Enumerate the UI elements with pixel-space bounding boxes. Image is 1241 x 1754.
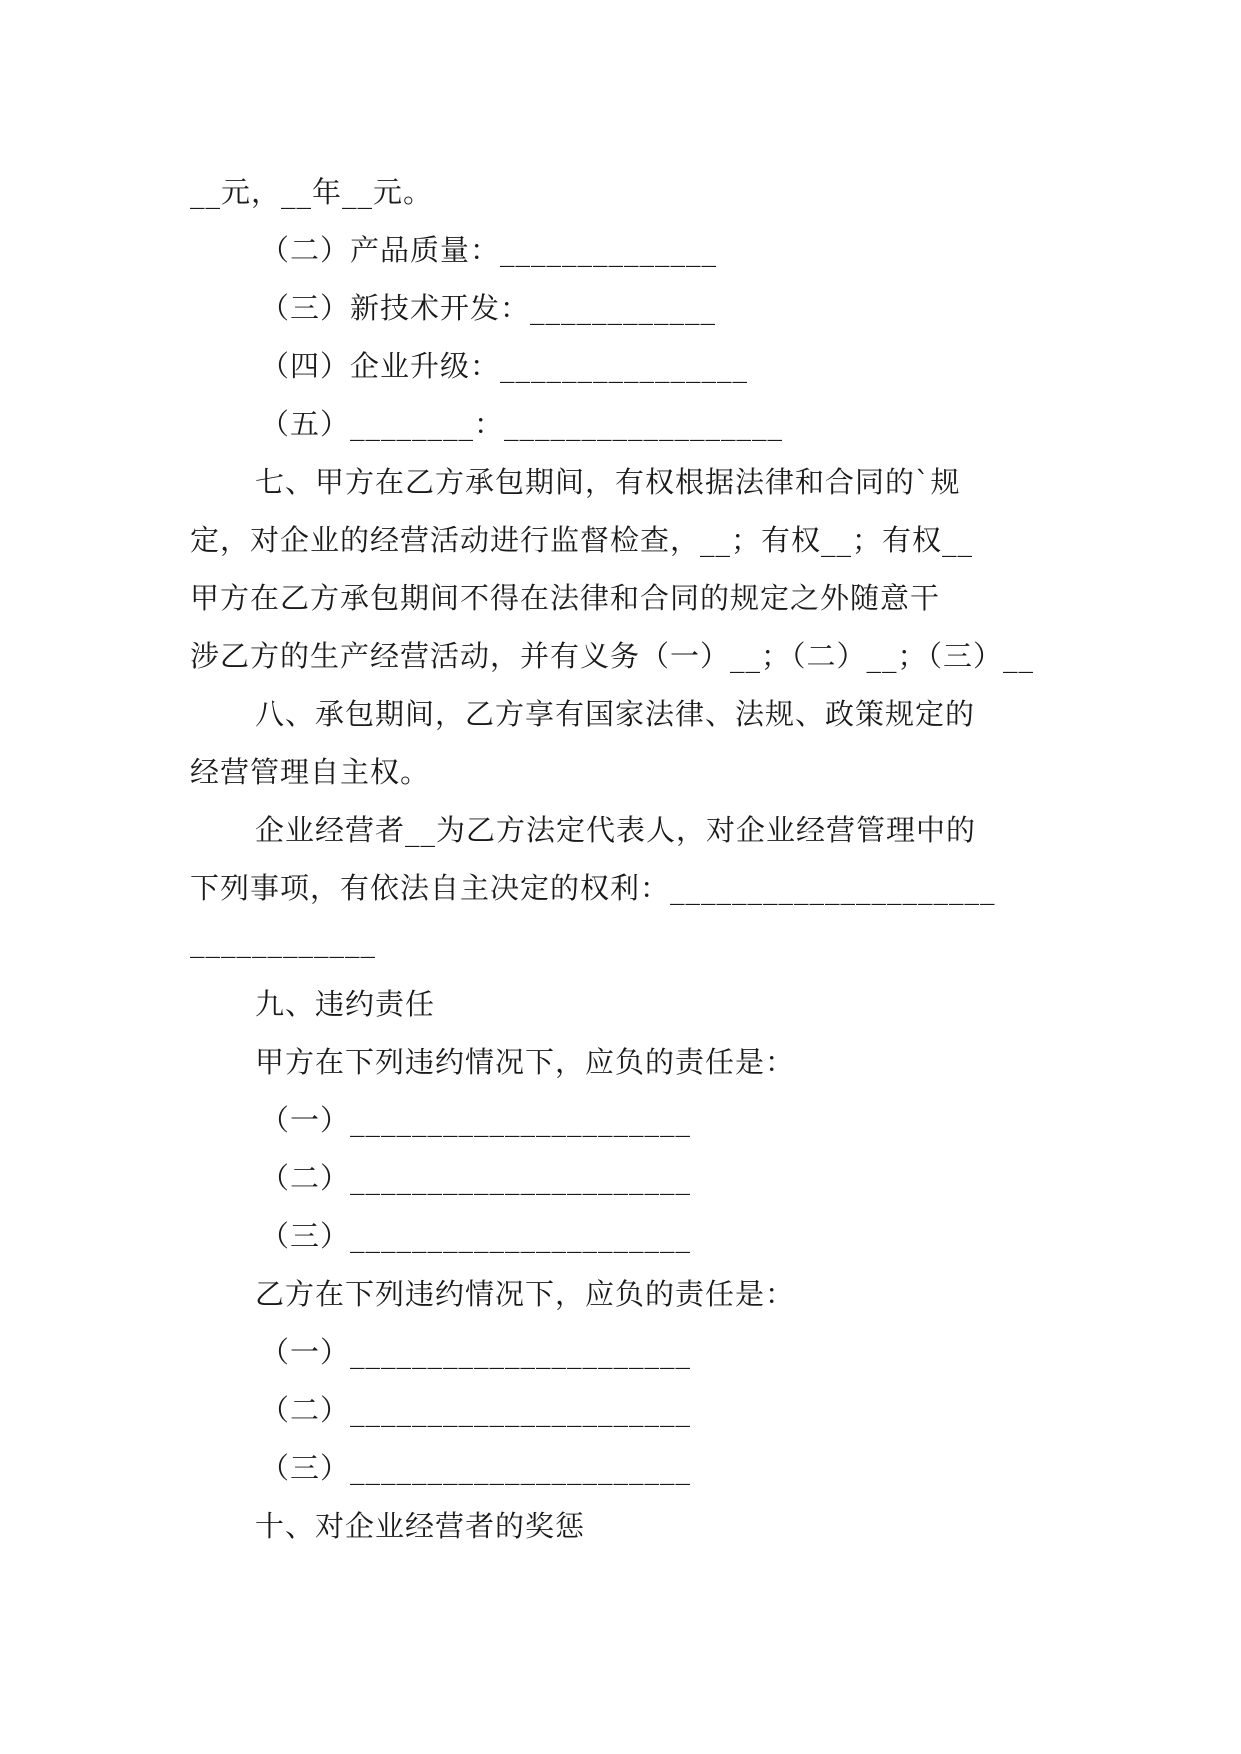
text-line: 乙方在下列违约情况下，应负的责任是： — [255, 1277, 796, 1311]
section-heading: 九、违约责任 — [255, 987, 436, 1021]
text-line: ____________ — [190, 924, 376, 958]
text-line: 经营管理自主权。 — [190, 755, 431, 789]
text-line: 涉乙方的生产经营活动，并有义务（一）__；（二）__；（三）__ — [190, 639, 1035, 673]
text-line: （三）______________________ — [260, 1219, 692, 1253]
text-line: __元，__年__元。 — [190, 175, 434, 209]
text-line: 企业经营者__为乙方法定代表人，对企业经营管理中的 — [255, 813, 977, 847]
text-line: （一）______________________ — [260, 1103, 692, 1137]
text-line: 下列事项，有依法自主决定的权利：_____________________ — [190, 871, 996, 905]
text-line: 甲方在乙方承包期间不得在法律和合同的规定之外随意干 — [190, 581, 941, 615]
text-line: （二）______________________ — [260, 1393, 692, 1427]
text-line: （三）新技术开发：____________ — [260, 291, 717, 325]
text-line: （二）______________________ — [260, 1161, 692, 1195]
text-line: （一）______________________ — [260, 1335, 692, 1369]
section-heading: 十、对企业经营者的奖惩 — [255, 1509, 586, 1543]
text-line: 八、承包期间，乙方享有国家法律、法规、政策规定的 — [255, 697, 976, 731]
text-line: 甲方在下列违约情况下，应负的责任是： — [255, 1045, 796, 1079]
text-line: （五）________：__________________ — [260, 407, 784, 441]
text-line: （四）企业升级：________________ — [260, 349, 749, 383]
text-line: 七、甲方在乙方承包期间，有权根据法律和合同的`规 — [255, 465, 961, 499]
text-line: （二）产品质量：______________ — [260, 233, 718, 267]
text-line: 定，对企业的经营活动进行监督检查，__；有权__；有权__ — [190, 523, 974, 557]
text-line: （三）______________________ — [260, 1451, 692, 1485]
